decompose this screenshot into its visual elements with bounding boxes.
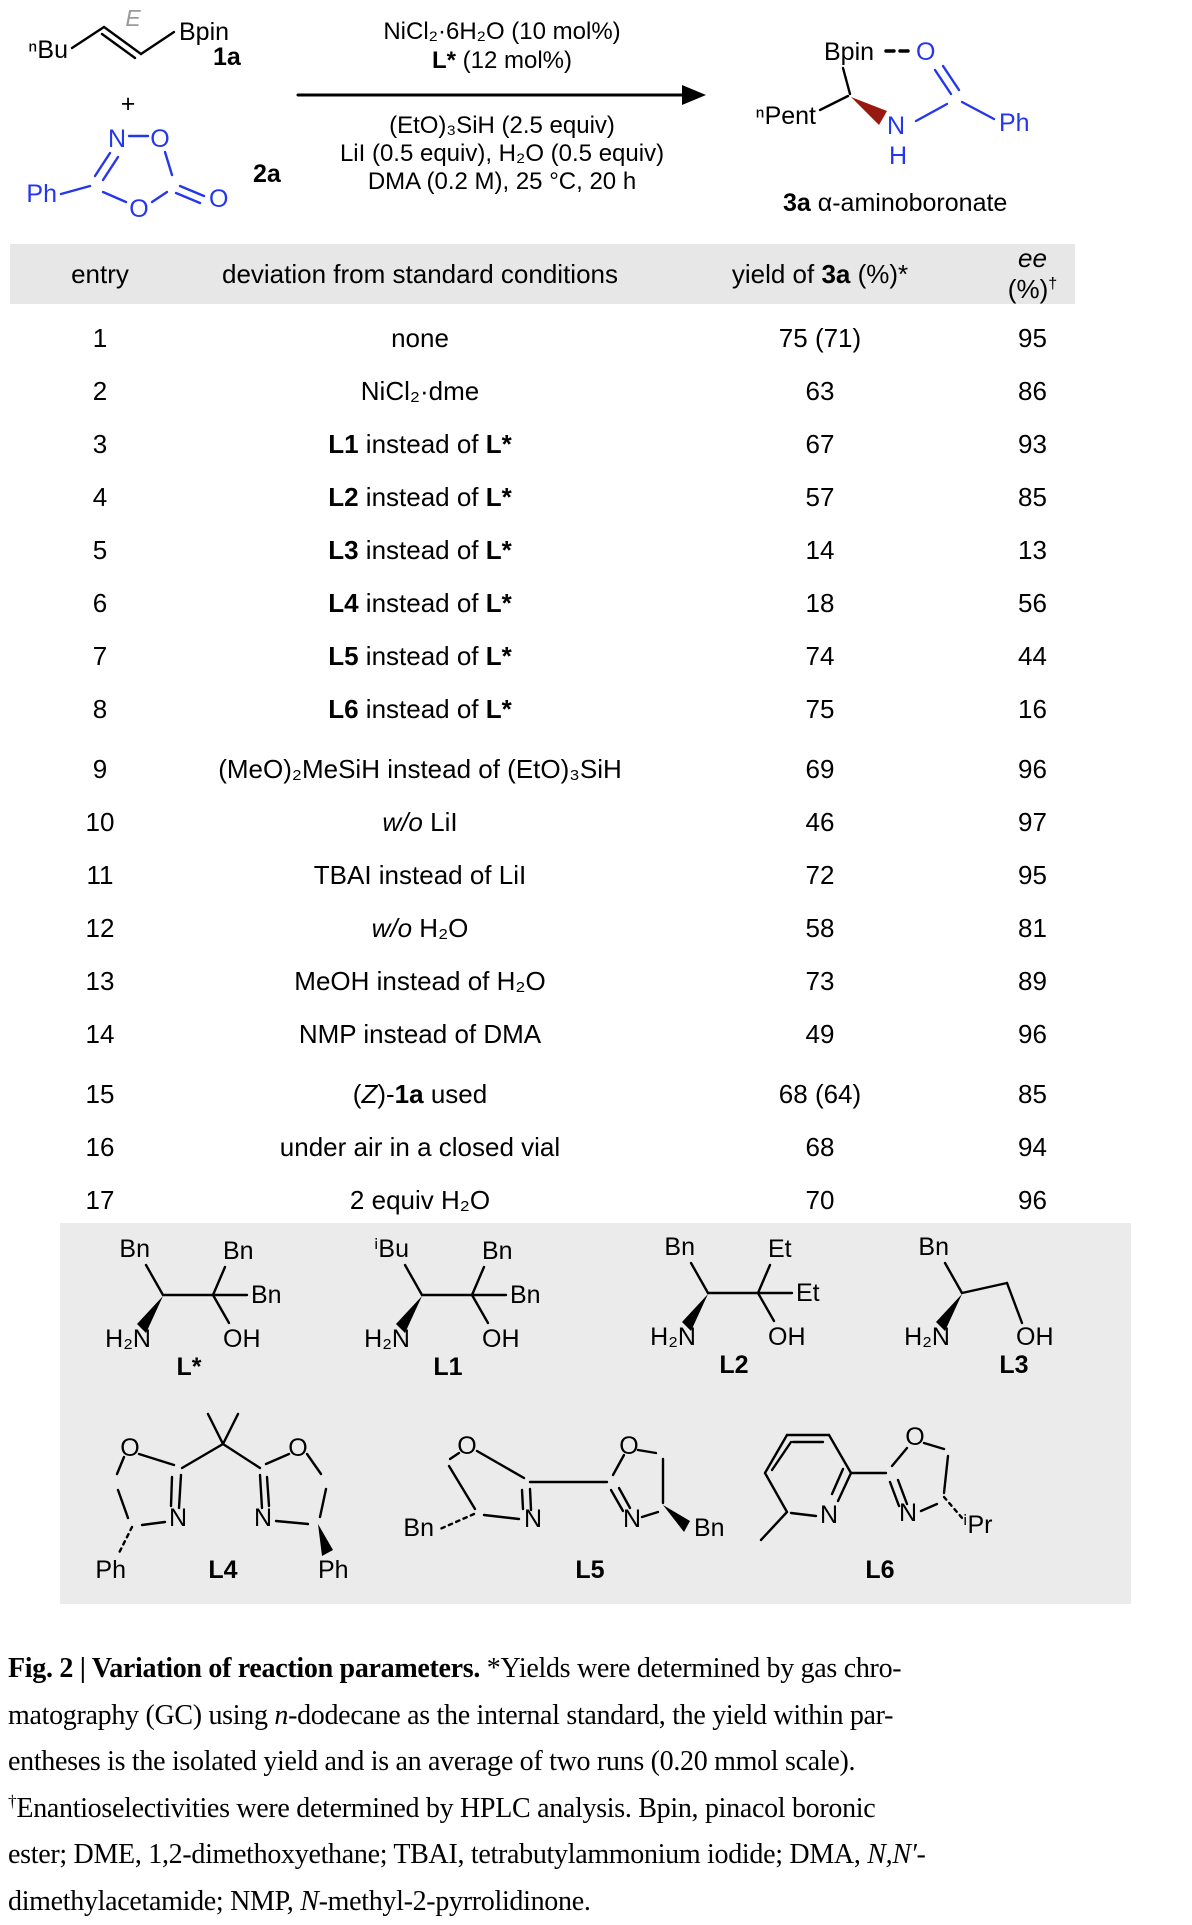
ee-cell: 96 <box>990 754 1075 785</box>
deviation-cell: (MeO)₂MeSiH instead of (EtO)₃SiH <box>190 754 650 785</box>
entry-cell: 1 <box>10 323 190 354</box>
ee-cell: 89 <box>990 966 1075 997</box>
o-atom-label: O <box>120 1434 139 1462</box>
deviation-cell: under air in a closed vial <box>190 1132 650 1163</box>
ee-cell: 56 <box>990 588 1075 619</box>
reactant-1a-structure <box>28 5 242 71</box>
deviation-cell: L2 instead of L* <box>190 482 650 513</box>
bpin-label: Bpin <box>179 18 229 46</box>
yield-cell: 72 <box>650 860 990 891</box>
deviation-cell: (Z)-1a used <box>190 1079 650 1110</box>
table-row <box>10 955 1075 1008</box>
condition-line: L* (12 mol%) <box>432 47 572 74</box>
ligand-label: L4 <box>208 1556 237 1584</box>
e-config-label: E <box>125 5 141 31</box>
yield-cell: 49 <box>650 1019 990 1050</box>
yield-cell: 74 <box>650 641 990 672</box>
o-atom-label: O <box>288 1434 307 1462</box>
ee-cell: 95 <box>990 860 1075 891</box>
caption-line: †Enantioselectivities were determined by HPLC analysis. Bpin, pinacol boronic <box>8 1786 1190 1833</box>
table-row <box>10 683 1075 736</box>
ee-cell: 96 <box>990 1019 1075 1050</box>
substituent-label: Et <box>796 1279 820 1307</box>
yield-cell: 69 <box>650 754 990 785</box>
product-tag-3a: 3a α-aminoboronate <box>783 189 1007 217</box>
entry-cell: 7 <box>10 641 190 672</box>
o-atom-label: O <box>129 195 148 223</box>
hydroxyl-label: OH <box>1016 1323 1054 1351</box>
table-body <box>10 312 1075 1227</box>
entry-cell: 2 <box>10 376 190 407</box>
yield-cell: 63 <box>650 376 990 407</box>
table-row <box>10 471 1075 524</box>
ligand-L6-structure <box>761 1423 992 1584</box>
entry-cell: 16 <box>10 1132 190 1163</box>
ligand-L3-structure <box>904 1233 1053 1379</box>
ee-cell: 16 <box>990 694 1075 725</box>
condition-line: NiCl₂·6H₂O (10 mol%) <box>383 18 620 45</box>
entry-cell: 5 <box>10 535 190 566</box>
n-atom-label: N <box>254 1504 272 1532</box>
table-row <box>10 524 1075 577</box>
n-atom-label: N <box>524 1505 542 1533</box>
deviation-cell: w/o H₂O <box>190 913 650 944</box>
caption-line: matography (GC) using n-dodecane as the internal standard, the yield within par- <box>8 1693 1190 1740</box>
substituent-label: Bn <box>664 1233 695 1261</box>
entry-cell: 11 <box>10 860 190 891</box>
yield-cell: 57 <box>650 482 990 513</box>
substituent-label: ⁱPr <box>963 1511 992 1539</box>
hydroxyl-label: OH <box>223 1325 261 1353</box>
yield-cell: 73 <box>650 966 990 997</box>
table-row <box>10 1008 1075 1061</box>
o-atom-label: O <box>916 38 935 66</box>
condition-line: DMA (0.2 M), 25 °C, 20 h <box>368 168 636 195</box>
entry-cell: 8 <box>10 694 190 725</box>
reactant-2a-structure <box>26 125 281 223</box>
ligand-label: L6 <box>865 1556 894 1584</box>
table-row <box>10 418 1075 471</box>
amine-label: H₂N <box>105 1325 151 1353</box>
entry-cell: 4 <box>10 482 190 513</box>
ee-cell: 86 <box>990 376 1075 407</box>
table-header <box>10 244 1075 304</box>
nbu-label: ⁿBu <box>28 36 68 64</box>
bpin-label: Bpin <box>824 38 874 66</box>
o-atom-label: O <box>209 185 228 213</box>
yield-cell: 68 (64) <box>650 1079 990 1110</box>
ligand-label: L2 <box>719 1351 748 1379</box>
yield-cell: 67 <box>650 429 990 460</box>
entry-cell: 6 <box>10 588 190 619</box>
deviation-cell: L5 instead of L* <box>190 641 650 672</box>
ee-cell: 97 <box>990 807 1075 838</box>
substituent-label: Bn <box>918 1233 949 1261</box>
entry-cell: 13 <box>10 966 190 997</box>
caption-line: Fig. 2 | Variation of reaction parameters. *Yields were determined by gas chro- <box>8 1646 1190 1693</box>
ee-cell: 93 <box>990 429 1075 460</box>
condition-line: (EtO)₃SiH (2.5 equiv) <box>389 112 615 139</box>
deviation-cell: NMP instead of DMA <box>190 1019 650 1050</box>
figure-caption <box>8 1646 1190 1925</box>
entry-cell: 17 <box>10 1185 190 1216</box>
ee-cell: 81 <box>990 913 1075 944</box>
caption-line: ester; DME, 1,2-dimethoxyethane; TBAI, tetrabutylammonium iodide; DMA, N,N′- <box>8 1832 1190 1879</box>
o-atom-label: O <box>905 1423 924 1451</box>
amine-label: H₂N <box>650 1323 696 1351</box>
n-atom-label: N <box>169 1504 187 1532</box>
amine-label: H₂N <box>364 1325 410 1353</box>
deviation-cell: L4 instead of L* <box>190 588 650 619</box>
table-row <box>10 312 1075 365</box>
ee-cell: 95 <box>990 323 1075 354</box>
n-atom-label: N <box>108 125 126 153</box>
ee-cell: 96 <box>990 1185 1075 1216</box>
table-row <box>10 1174 1075 1227</box>
table-row <box>10 849 1075 902</box>
h-atom-label: H <box>889 142 907 170</box>
header-entry: entry <box>10 259 190 290</box>
deviation-cell: L6 instead of L* <box>190 694 650 725</box>
hydroxyl-label: OH <box>768 1323 806 1351</box>
n-atom-label: N <box>887 112 905 140</box>
deviation-cell: NiCl₂·dme <box>190 376 650 407</box>
ph-label: Ph <box>318 1556 349 1584</box>
header-deviation: deviation from standard conditions <box>190 259 650 290</box>
table-row <box>10 796 1075 849</box>
entry-cell: 9 <box>10 754 190 785</box>
ligand-L5-structure <box>403 1432 724 1584</box>
table-row <box>10 577 1075 630</box>
ee-cell: 44 <box>990 641 1075 672</box>
table-row <box>10 743 1075 796</box>
ligand-L2-structure <box>650 1233 820 1379</box>
substituent-label: Bn <box>482 1237 513 1265</box>
ligand-L1-structure <box>364 1235 540 1381</box>
o-atom-label: O <box>619 1432 638 1460</box>
entry-cell: 12 <box>10 913 190 944</box>
n-atom-label: N <box>820 1501 838 1529</box>
compound-tag-2a: 2a <box>253 160 282 188</box>
ee-cell: 85 <box>990 482 1075 513</box>
reaction-conditions <box>340 18 664 195</box>
hydroxyl-label: OH <box>482 1325 520 1353</box>
ligand-label: L* <box>177 1353 202 1381</box>
condition-line: LiI (0.5 equiv), H₂O (0.5 equiv) <box>340 140 664 167</box>
ligand-label: L1 <box>433 1353 462 1381</box>
ph-label: Ph <box>95 1556 126 1584</box>
yield-cell: 70 <box>650 1185 990 1216</box>
entry-cell: 10 <box>10 807 190 838</box>
compound-tag-1a: 1a <box>213 43 242 71</box>
ligand-box <box>60 1223 1131 1604</box>
entry-cell: 14 <box>10 1019 190 1050</box>
deviation-cell: L1 instead of L* <box>190 429 650 460</box>
table-row <box>10 1121 1075 1174</box>
deviation-cell: TBAI instead of LiI <box>190 860 650 891</box>
yield-cell: 75 (71) <box>650 323 990 354</box>
table-row <box>10 630 1075 683</box>
ee-cell: 13 <box>990 535 1075 566</box>
n-atom-label: N <box>899 1499 917 1527</box>
ligand-L4-structure <box>95 1414 348 1584</box>
yield-cell: 58 <box>650 913 990 944</box>
entry-cell: 15 <box>10 1079 190 1110</box>
substituent-label: Bn <box>119 1235 150 1263</box>
caption-line: dimethylacetamide; NMP, N-methyl-2-pyrrolidinone. <box>8 1879 1190 1925</box>
o-atom-label: O <box>457 1432 476 1460</box>
table-row <box>10 365 1075 418</box>
header-ee: ee (%)† <box>990 243 1075 305</box>
header-yield: yield of 3a (%)* <box>650 259 990 290</box>
reaction-scheme <box>0 0 1192 240</box>
npent-label: ⁿPent <box>755 102 816 130</box>
ligand-structures <box>60 1223 1131 1604</box>
substituent-label: ⁱBu <box>374 1235 409 1263</box>
ph-label: Ph <box>26 180 57 208</box>
plus-sign: + <box>121 90 136 118</box>
ligand-label: L5 <box>575 1556 604 1584</box>
caption-line: entheses is the isolated yield and is an average of two runs (0.20 mmol scale). <box>8 1739 1190 1786</box>
substituent-label: Bn <box>694 1514 725 1542</box>
reaction-arrow <box>298 85 706 105</box>
substituent-label: Bn <box>510 1281 541 1309</box>
substituent-label: Bn <box>251 1281 282 1309</box>
deviation-cell: none <box>190 323 650 354</box>
ligand-label: L3 <box>999 1351 1028 1379</box>
deviation-cell: MeOH instead of H₂O <box>190 966 650 997</box>
product-3a-structure <box>755 38 1029 217</box>
deviation-cell: 2 equiv H₂O <box>190 1185 650 1216</box>
substituent-label: Et <box>768 1235 792 1263</box>
yield-cell: 18 <box>650 588 990 619</box>
deviation-cell: w/o LiI <box>190 807 650 838</box>
substituent-label: Bn <box>403 1514 434 1542</box>
entry-cell: 3 <box>10 429 190 460</box>
ligand-Lstar-structure <box>105 1235 281 1381</box>
ee-cell: 85 <box>990 1079 1075 1110</box>
n-atom-label: N <box>623 1505 641 1533</box>
yield-cell: 75 <box>650 694 990 725</box>
table-row <box>10 1068 1075 1121</box>
deviation-cell: L3 instead of L* <box>190 535 650 566</box>
yield-cell: 68 <box>650 1132 990 1163</box>
yield-cell: 46 <box>650 807 990 838</box>
amine-label: H₂N <box>904 1323 950 1351</box>
ph-label: Ph <box>999 109 1030 137</box>
table-row <box>10 902 1075 955</box>
ee-cell: 94 <box>990 1132 1075 1163</box>
substituent-label: Bn <box>223 1237 254 1265</box>
o-atom-label: O <box>150 125 169 153</box>
yield-cell: 14 <box>650 535 990 566</box>
